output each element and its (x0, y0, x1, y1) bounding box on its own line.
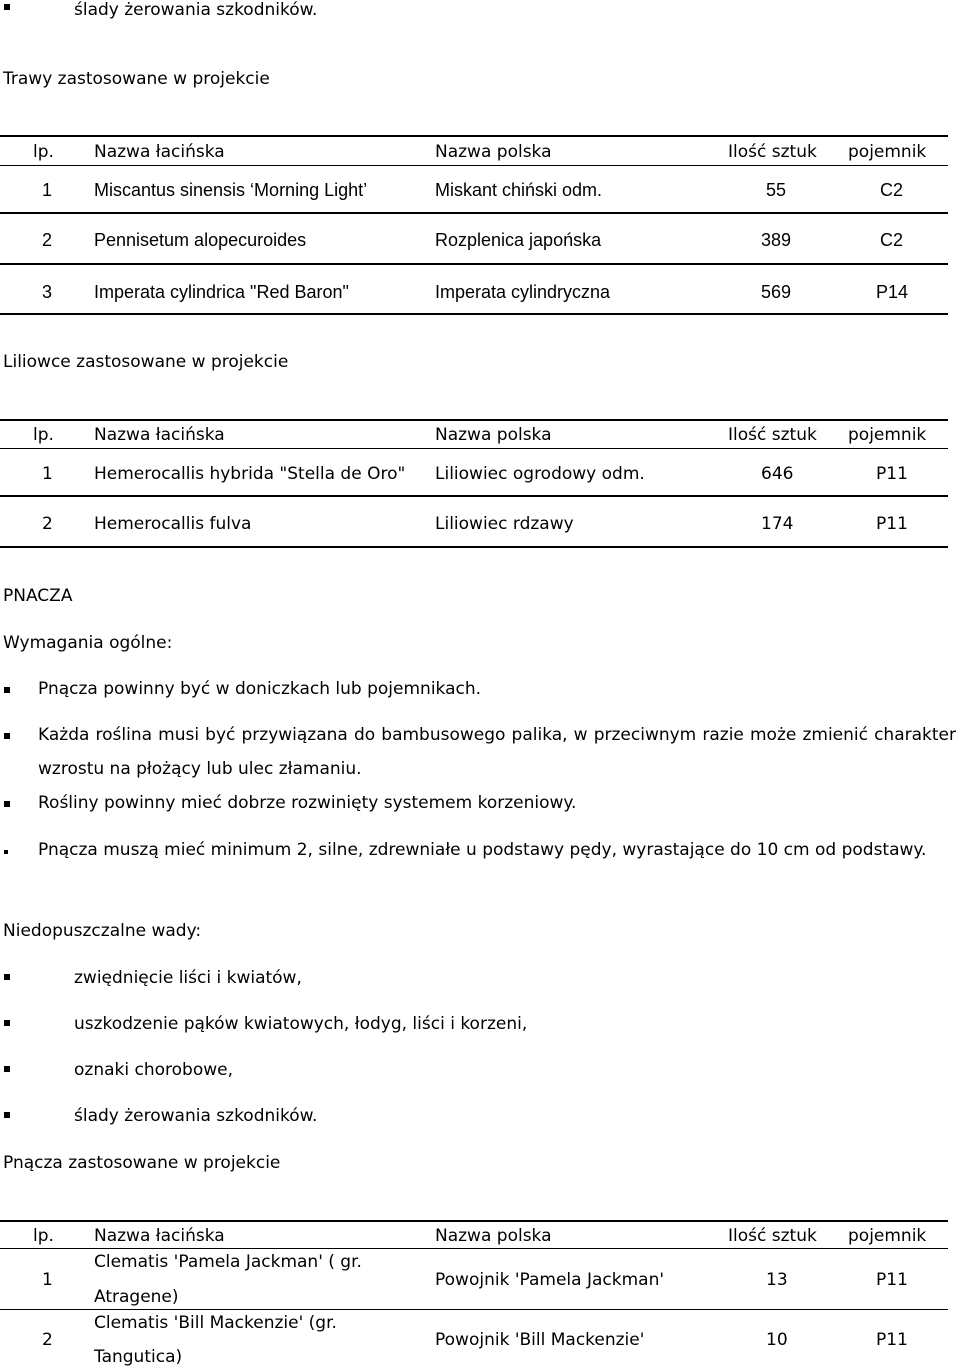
table-rule (0, 212, 948, 214)
bullet-icon (4, 733, 10, 739)
cell-qty: 174 (761, 514, 794, 534)
cell-qty: 389 (761, 230, 792, 250)
cell-polish: Powojnik 'Pamela Jackman' (435, 1270, 665, 1290)
cell-lp: 2 (42, 1330, 53, 1350)
header-latin: Nazwa łacińska (94, 142, 225, 162)
cell-latin: Imperata cylindrica "Red Baron" (94, 282, 349, 302)
cell-latin: Atragene) (94, 1287, 179, 1307)
header-container: pojemnik (848, 425, 927, 445)
bullet-icon (4, 687, 10, 693)
cell-latin: Tangutica) (94, 1347, 183, 1367)
table-rule (0, 1309, 948, 1310)
bullet-icon (4, 801, 10, 807)
table-rule (0, 448, 948, 449)
cell-polish: Powojnik 'Bill Mackenzie' (435, 1330, 645, 1350)
cell-lp: 1 (42, 464, 53, 484)
header-lp: lp. (33, 142, 54, 162)
list-item: zwiędnięcie liści i kwiatów, (74, 968, 302, 988)
cell-lp: 1 (42, 180, 53, 200)
cell-qty: 569 (761, 282, 792, 302)
bullet-icon (4, 4, 10, 10)
header-qty: Ilość sztuk (728, 1226, 817, 1246)
cell-lp: 2 (42, 230, 53, 250)
cell-qty: 646 (761, 464, 794, 484)
table-rule (0, 546, 948, 548)
list-item: oznaki chorobowe, (74, 1060, 233, 1080)
defects-heading: Niedopuszczalne wady: (3, 921, 202, 941)
cell-polish: Rozplenica japońska (435, 230, 602, 250)
table-rule (0, 1248, 948, 1249)
list-item: ślady żerowania szkodników. (74, 0, 318, 20)
cell-container: C2 (880, 180, 904, 200)
cell-container: P11 (876, 514, 908, 534)
cell-lp: 3 (42, 282, 53, 302)
bullet-icon (4, 1020, 10, 1026)
cell-container: P14 (876, 282, 909, 302)
section-heading: Trawy zastosowane w projekcie (3, 69, 270, 89)
header-container: pojemnik (848, 1226, 927, 1246)
cell-polish: Liliowiec ogrodowy odm. (435, 464, 645, 484)
table-rule (0, 313, 948, 315)
header-latin: Nazwa łacińska (94, 1226, 225, 1246)
cell-latin: Pennisetum alopecuroides (94, 230, 307, 250)
header-polish: Nazwa polska (435, 1226, 552, 1246)
cell-latin: Clematis 'Pamela Jackman' ( gr. (94, 1252, 362, 1272)
table-rule (0, 495, 948, 497)
cell-polish: Imperata cylindryczna (435, 282, 611, 302)
table-rule (0, 135, 948, 137)
cell-polish: Liliowiec rdzawy (435, 514, 574, 534)
header-polish: Nazwa polska (435, 425, 552, 445)
header-container: pojemnik (848, 142, 927, 162)
header-qty: Ilość sztuk (728, 425, 817, 445)
header-qty: Ilość sztuk (728, 142, 817, 162)
requirements-heading: Wymagania ogólne: (3, 633, 173, 653)
header-lp: lp. (33, 425, 54, 445)
list-item: uszkodzenie pąków kwiatowych, łodyg, liści i korzeni, (74, 1014, 528, 1034)
section-heading: Pnącza zastosowane w projekcie (3, 1153, 281, 1173)
bullet-icon (4, 850, 8, 854)
bullet-icon (4, 1066, 10, 1072)
cell-qty: 55 (766, 180, 787, 200)
cell-container: P11 (876, 1330, 908, 1350)
section-title: PNACZA (3, 586, 73, 606)
cell-container: P11 (876, 464, 908, 484)
list-item: ślady żerowania szkodników. (74, 1106, 318, 1126)
cell-qty: 13 (766, 1270, 788, 1290)
cell-lp: 1 (42, 1270, 53, 1290)
list-item: Pnącza powinny być w doniczkach lub pojemnikach. (38, 679, 482, 699)
table-rule (0, 263, 948, 265)
cell-lp: 2 (42, 514, 53, 534)
list-item: Pnącza muszą mieć minimum 2, silne, zdrewniałe u podstawy pędy, wyrastające do 10 cm od podstawy. (38, 840, 927, 860)
bullet-icon (4, 1112, 10, 1118)
cell-container: C2 (880, 230, 904, 250)
header-polish: Nazwa polska (435, 142, 552, 162)
section-heading: Liliowce zastosowane w projekcie (3, 352, 289, 372)
cell-latin: Hemerocallis fulva (94, 514, 252, 534)
list-item: Każda roślina musi być przywiązana do bambusowego palika, w przeciwnym razie może zmienić charakter wzrostu na płożący lub ulec złamaniu. (38, 725, 956, 779)
header-latin: Nazwa łacińska (94, 425, 225, 445)
cell-qty: 10 (766, 1330, 788, 1350)
table-rule (0, 165, 948, 166)
cell-polish: Miskant chiński odm. (435, 180, 603, 200)
cell-latin: Miscantus sinensis ‘Morning Light’ (94, 180, 368, 200)
bullet-icon (4, 974, 10, 980)
cell-container: P11 (876, 1270, 908, 1290)
table-rule (0, 1220, 948, 1222)
header-lp: lp. (33, 1226, 54, 1246)
list-item: Rośliny powinny mieć dobrze rozwinięty systemem korzeniowy. (38, 793, 577, 813)
table-rule (0, 419, 948, 421)
cell-latin: Hemerocallis hybrida "Stella de Oro" (94, 464, 406, 484)
cell-latin: Clematis 'Bill Mackenzie' (gr. (94, 1313, 337, 1333)
